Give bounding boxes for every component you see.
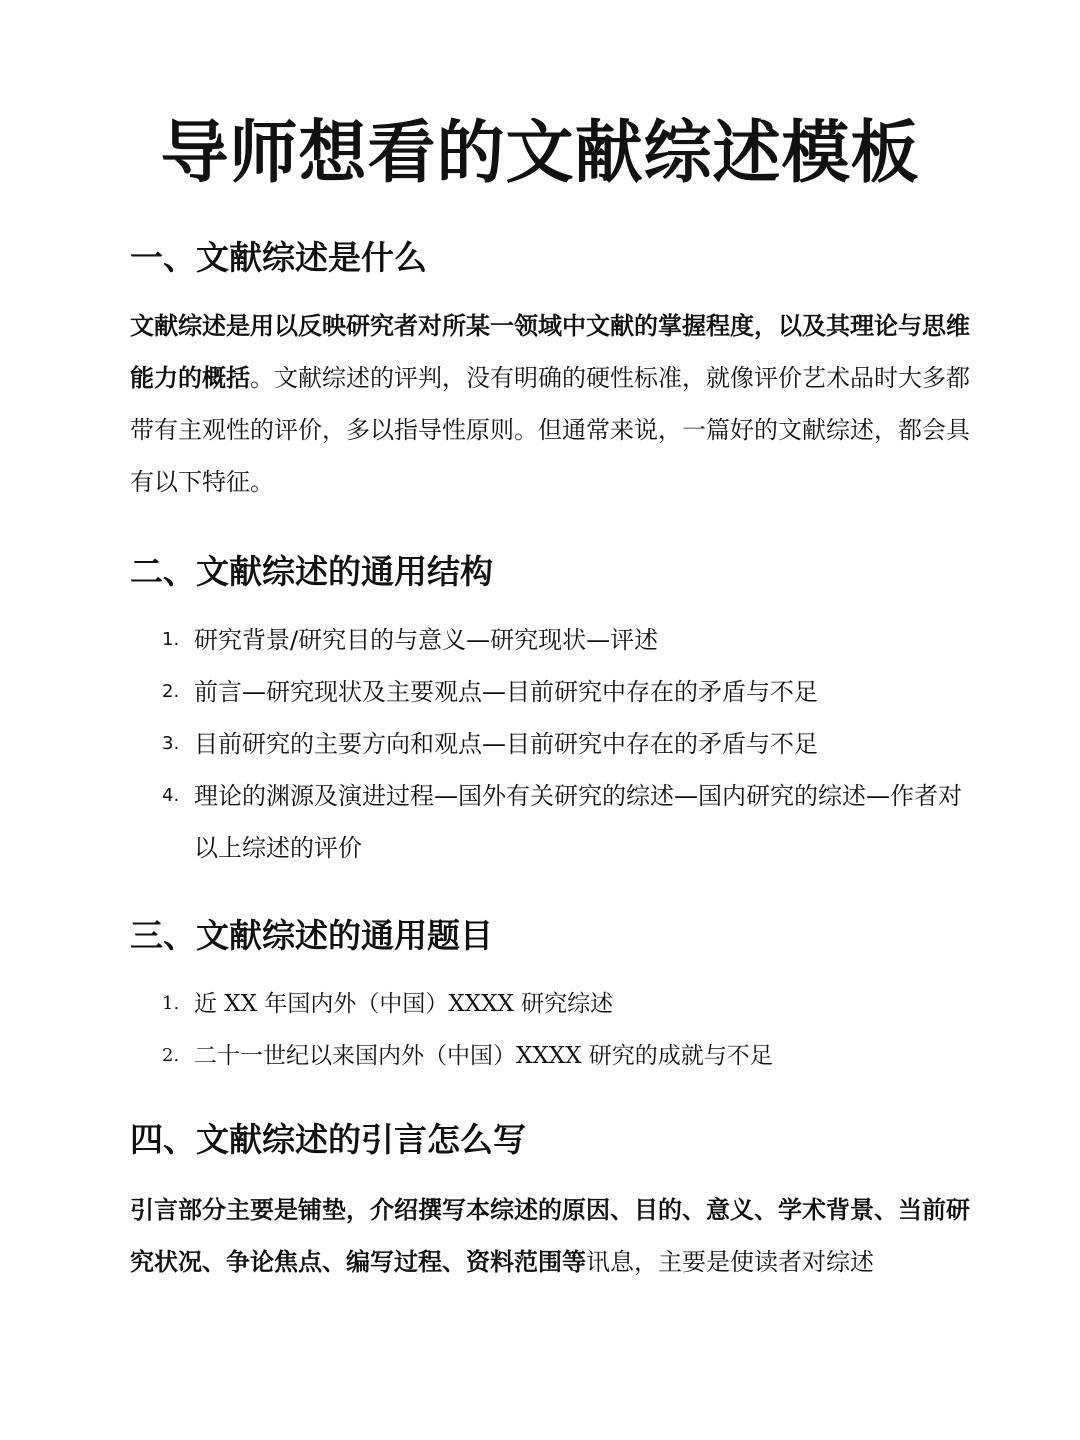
section-heading-what-is: 一、文献综述是什么 [130, 238, 427, 277]
list-item-text: 二十一世纪以来国内外（中国）XXXX 研究的成就与不足 [194, 1043, 773, 1069]
structure-list [130, 614, 980, 874]
list-number: 4. [162, 785, 180, 806]
list-item-text: 近 XX 年国内外（中国）XXXX 研究综述 [194, 991, 614, 1017]
section-heading-topics: 三、文献综述的通用题目 [130, 916, 493, 955]
section-heading-structure: 二、文献综述的通用结构 [130, 552, 493, 591]
list-item-text: 研究背景/研究目的与意义—研究现状—评述 [194, 626, 659, 654]
list-item-text: 前言—研究现状及主要观点—目前研究中存在的矛盾与不足 [194, 678, 818, 706]
section-heading-introduction: 四、文献综述的引言怎么写 [130, 1120, 526, 1159]
list-item [130, 718, 980, 770]
list-number: 2. [162, 1045, 180, 1066]
list-number: 2. [162, 681, 180, 702]
list-item [130, 770, 980, 874]
paragraph-normal-text: 讯息，主要是使读者对综述 [586, 1248, 874, 1276]
page-title: 导师想看的文献综述模板 [160, 114, 920, 193]
list-number: 1. [162, 993, 180, 1014]
topics-list [130, 978, 980, 1082]
section-paragraph-what-is [130, 300, 970, 508]
paragraph-bold-text: 引言部分主要是铺垫，介绍撰写本综述的原因、目的、意义、学术背景、当前研究状况、争论焦点、编写过程、资料范围等 [130, 1196, 970, 1276]
list-number: 3. [162, 733, 180, 754]
list-item [130, 614, 980, 666]
section-paragraph-introduction [130, 1184, 970, 1288]
list-item [130, 978, 980, 1030]
paragraph-normal-text: 。文献综述的评判，没有明确的硬性标准，就像评价艺术品时大多都带有主观性的评价，多以指导性原则。但通常来说，一篇好的文献综述，都会具有以下特征。 [130, 364, 970, 496]
list-item-text: 目前研究的主要方向和观点—目前研究中存在的矛盾与不足 [194, 730, 818, 758]
list-item-text: 理论的渊源及演进过程—国外有关研究的综述—国内研究的综述—作者对以上综述的评价 [194, 782, 962, 862]
list-item [130, 666, 980, 718]
paragraph-bold-text: 文献综述是用以反映研究者对所某一领域中文献的掌握程度，以及其理论与思维能力的概括 [130, 312, 970, 392]
list-item [130, 1030, 980, 1082]
list-number: 1. [162, 629, 180, 650]
